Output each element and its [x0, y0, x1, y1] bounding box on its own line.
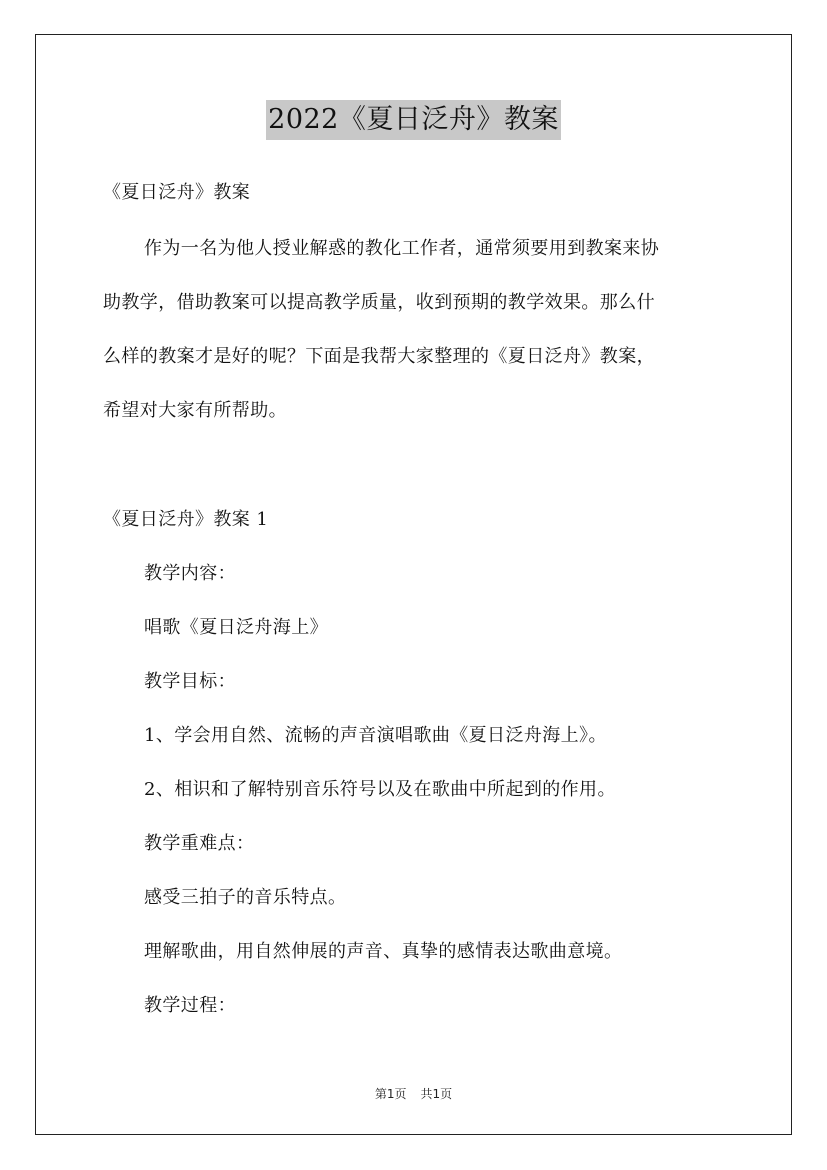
page-number-total: 共1页	[420, 1087, 453, 1101]
page-number-current: 第1页	[374, 1087, 407, 1101]
goals-label: 教学目标：	[144, 671, 236, 692]
process-label: 教学过程：	[144, 995, 236, 1016]
intro-line-1: 作为一名为他人授业解惑的教化工作者，通常须要用到教案来协	[144, 238, 660, 259]
difficulty-label: 教学重难点：	[144, 833, 255, 854]
title-container	[0, 100, 827, 140]
difficulty-item-1: 感受三拍子的音乐特点。	[144, 887, 347, 908]
intro-line-2: 助教学，借助教案可以提高教学质量，收到预期的教学效果。那么什	[103, 292, 655, 313]
intro-line-4: 希望对大家有所帮助。	[103, 400, 287, 421]
content-label: 教学内容：	[144, 563, 236, 584]
document-title: 2022《夏日泛舟》教案	[266, 100, 561, 140]
content-text: 唱歌《夏日泛舟海上》	[144, 617, 328, 638]
document-subtitle: 《夏日泛舟》教案	[103, 182, 251, 203]
goal-item-2: 2、相识和了解特别音乐符号以及在歌曲中所起到的作用。	[144, 779, 616, 800]
intro-line-3: 么样的教案才是好的呢？下面是我帮大家整理的《夏日泛舟》教案，	[103, 346, 655, 367]
difficulty-item-2: 理解歌曲，用自然伸展的声音、真挚的感情表达歌曲意境。	[144, 941, 623, 962]
goal-item-1: 1、学会用自然、流畅的声音演唱歌曲《夏日泛舟海上》。	[144, 725, 607, 746]
page-footer	[0, 1085, 827, 1102]
section-heading: 《夏日泛舟》教案 1	[103, 509, 269, 530]
